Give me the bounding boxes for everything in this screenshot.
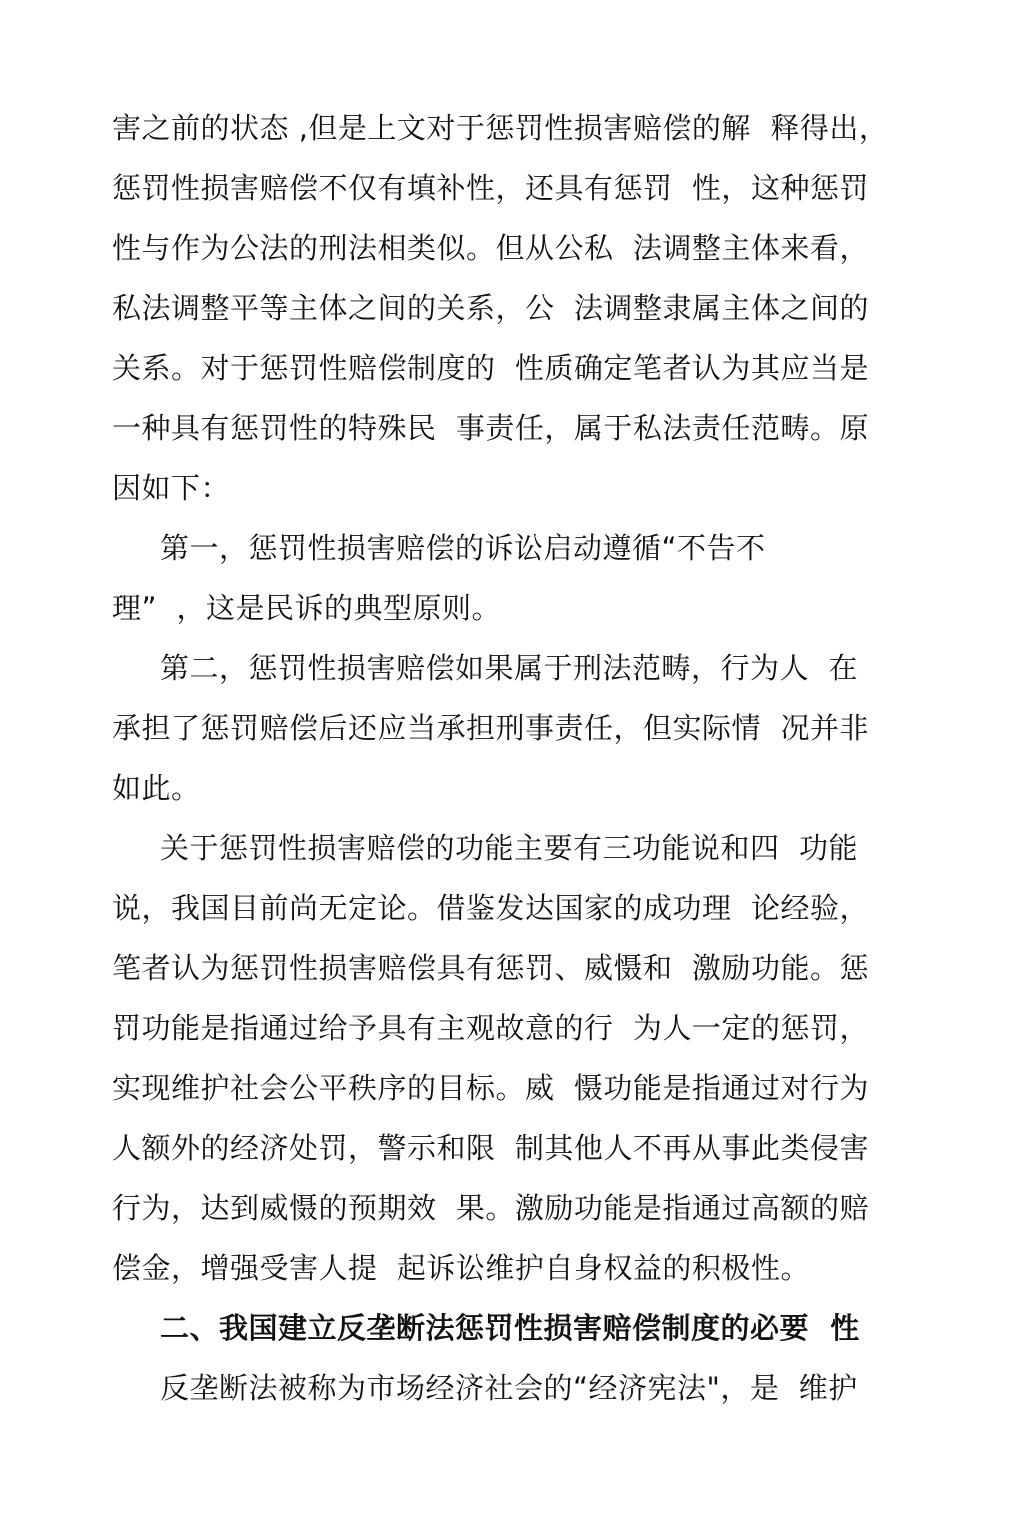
paragraph-first-line: 第一，惩罚性损害赔偿的诉讼启动遵循“不告不 — [160, 531, 766, 565]
text-line: 性与作为公法的刑法相类似。但从公私 法调整主体来看， — [112, 231, 869, 265]
text-line: 理” ，这是民诉的典型原则。 — [112, 591, 501, 625]
text-line: 害之前的状态 ,但是上文对于惩罚性损害赔偿的解 释得出， — [112, 111, 889, 145]
text-line: 一种具有惩罚性的特殊民 事责任，属于私法责任范畴。原 — [112, 411, 869, 445]
text-line: 因如下： — [112, 471, 231, 505]
text-line: 偿金，增强受害人提 起诉讼维护自身权益的积极性。 — [112, 1251, 810, 1285]
text-line: 罚功能是指通过给予具有主观故意的行 为人一定的惩罚， — [112, 1011, 869, 1045]
text-line: 行为，达到威慑的预期效 果。激励功能是指通过高额的赔 — [112, 1191, 869, 1225]
text-line: 实现维护社会公平秩序的目标。威 慑功能是指通过对行为 — [112, 1071, 869, 1105]
text-line: 人额外的经济处罚，警示和限 制其他人不再从事此类侵害 — [112, 1131, 869, 1165]
text-line: 说，我国目前尚无定论。借鉴发达国家的成功理 论经验， — [112, 891, 869, 925]
text-line: 关系。对于惩罚性赔偿制度的 性质确定笔者认为其应当是 — [112, 351, 869, 385]
text-line: 如此。 — [112, 771, 201, 805]
text-line: 惩罚性损害赔偿不仅有填补性，还具有惩罚 性，这种惩罚 — [112, 171, 869, 205]
text-line: 承担了惩罚赔偿后还应当承担刑事责任，但实际情 况并非 — [112, 711, 869, 745]
text-line: 笔者认为惩罚性损害赔偿具有惩罚、威慑和 激励功能。惩 — [112, 951, 869, 985]
text-line: 私法调整平等主体之间的关系，公 法调整隶属主体之间的 — [112, 291, 869, 325]
section-heading: 二、我国建立反垄断法惩罚性损害赔偿制度的必要 性 — [160, 1311, 860, 1345]
paragraph-first-line: 第二，惩罚性损害赔偿如果属于刑法范畴，行为人 在 — [160, 651, 858, 685]
paragraph-first-line: 关于惩罚性损害赔偿的功能主要有三功能说和四 功能 — [160, 831, 858, 865]
paragraph-first-line: 反垄断法被称为市场经济社会的“经济宪法"，是 维护 — [160, 1371, 858, 1405]
